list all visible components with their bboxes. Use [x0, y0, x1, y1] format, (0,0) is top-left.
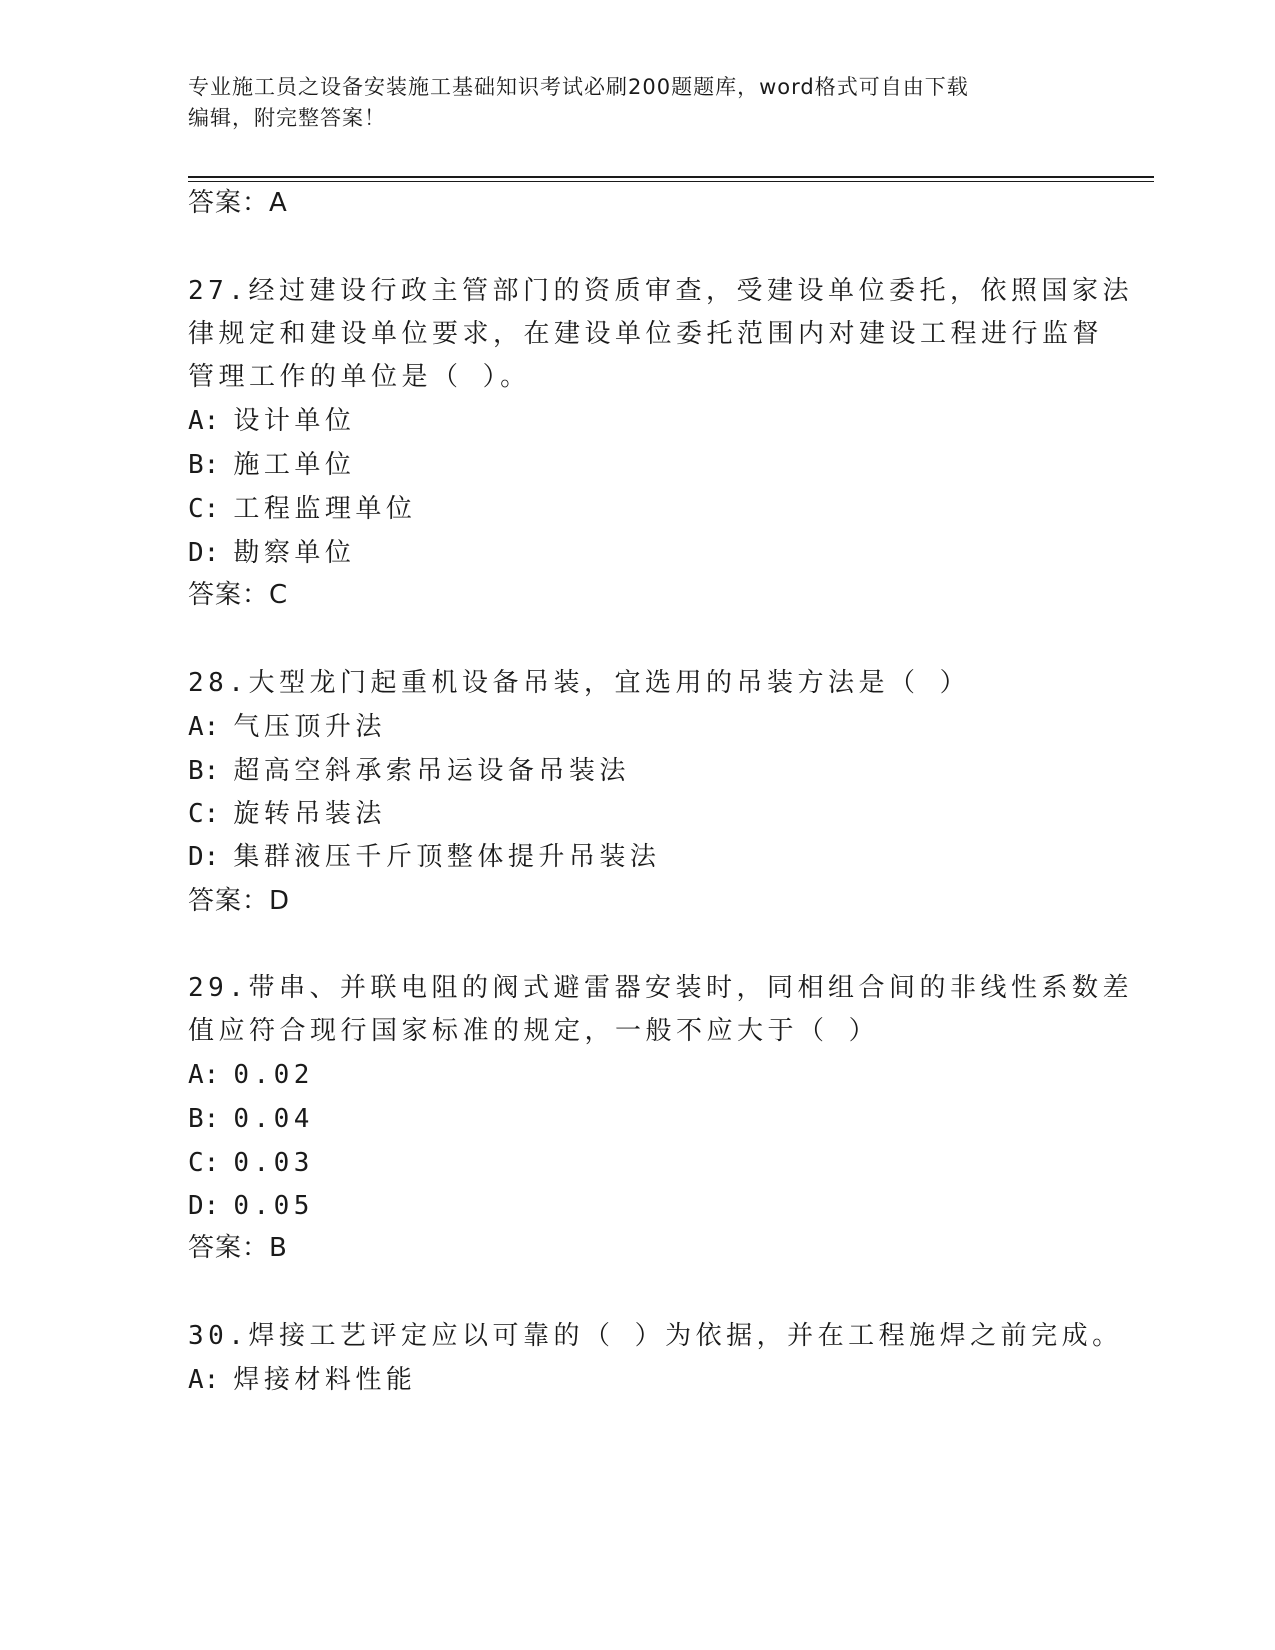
question-30-option-a [188, 1365, 416, 1395]
page-header [188, 72, 1068, 134]
option-letter: B: [188, 1104, 220, 1134]
question-29-option-d [188, 1191, 314, 1221]
option-text: 施工单位 [233, 450, 356, 480]
question-29-option-b [188, 1104, 314, 1134]
option-letter: C: [188, 1148, 220, 1178]
question-29-option-c [188, 1148, 314, 1178]
option-letter: A: [188, 1060, 220, 1090]
question-27-stem-line-1: 27.经过建设行政主管部门的资质审查，受建设单位委托，依照国家法 [188, 276, 1133, 306]
question-27-stem-line-2: 律规定和建设单位要求，在建设单位委托范围内对建设工程进行监督 [188, 319, 1104, 349]
option-letter: C: [188, 494, 220, 524]
question-28-option-b [188, 756, 630, 786]
option-text: 0.05 [233, 1191, 314, 1221]
question-27-option-a [188, 406, 355, 436]
question-28-stem-line-1: 28.大型龙门起重机设备吊装，宜选用的吊装方法是（ ） [188, 668, 971, 698]
answer-27: 答案：C [188, 580, 289, 610]
option-letter: A: [188, 712, 220, 742]
option-text: 气压顶升法 [233, 712, 386, 742]
question-27-option-b [188, 450, 355, 480]
option-letter: C: [188, 799, 220, 829]
header-divider-thin [188, 181, 1154, 182]
question-30-stem-line-1: 30.焊接工艺评定应以可靠的（ ）为依据，并在工程施焊之前完成。 [188, 1321, 1123, 1351]
answer-28: 答案：D [188, 886, 291, 916]
option-text: 焊接材料性能 [233, 1365, 417, 1395]
option-text: 0.02 [233, 1060, 314, 1090]
option-letter: A: [188, 1365, 220, 1395]
option-letter: B: [188, 450, 220, 480]
option-text: 旋转吊装法 [233, 799, 386, 829]
header-line-1: 专业施工员之设备安装施工基础知识考试必刷200题题库，word格式可自由下载 [188, 75, 969, 99]
option-text: 超高空斜承索吊运设备吊装法 [233, 756, 630, 786]
question-27-option-c [188, 494, 416, 524]
option-letter: D: [188, 842, 220, 872]
option-letter: D: [188, 538, 220, 568]
header-line-2: 编辑，附完整答案！ [188, 106, 386, 130]
option-text: 设计单位 [233, 406, 356, 436]
option-text: 集群液压千斤顶整体提升吊装法 [233, 842, 661, 872]
question-28-option-c [188, 799, 386, 829]
answer-26: 答案：A [188, 188, 288, 218]
question-28-option-a [188, 712, 386, 742]
question-27-option-d [188, 538, 355, 568]
question-28-option-d [188, 842, 660, 872]
question-27-stem-line-3: 管理工作的单位是（ ）。 [188, 362, 531, 392]
question-29-stem-line-2: 值应符合现行国家标准的规定，一般不应大于（ ） [188, 1016, 880, 1046]
option-text: 0.04 [233, 1104, 314, 1134]
question-29-stem-line-1: 29.带串、并联电阻的阀式避雷器安装时，同相组合间的非线性系数差 [188, 973, 1133, 1003]
option-letter: D: [188, 1191, 220, 1221]
question-29-option-a [188, 1060, 314, 1090]
answer-29: 答案：B [188, 1233, 288, 1263]
header-divider [188, 176, 1154, 178]
option-letter: B: [188, 756, 220, 786]
option-text: 勘察单位 [233, 538, 356, 568]
option-letter: A: [188, 406, 220, 436]
option-text: 0.03 [233, 1148, 314, 1178]
option-text: 工程监理单位 [233, 494, 417, 524]
